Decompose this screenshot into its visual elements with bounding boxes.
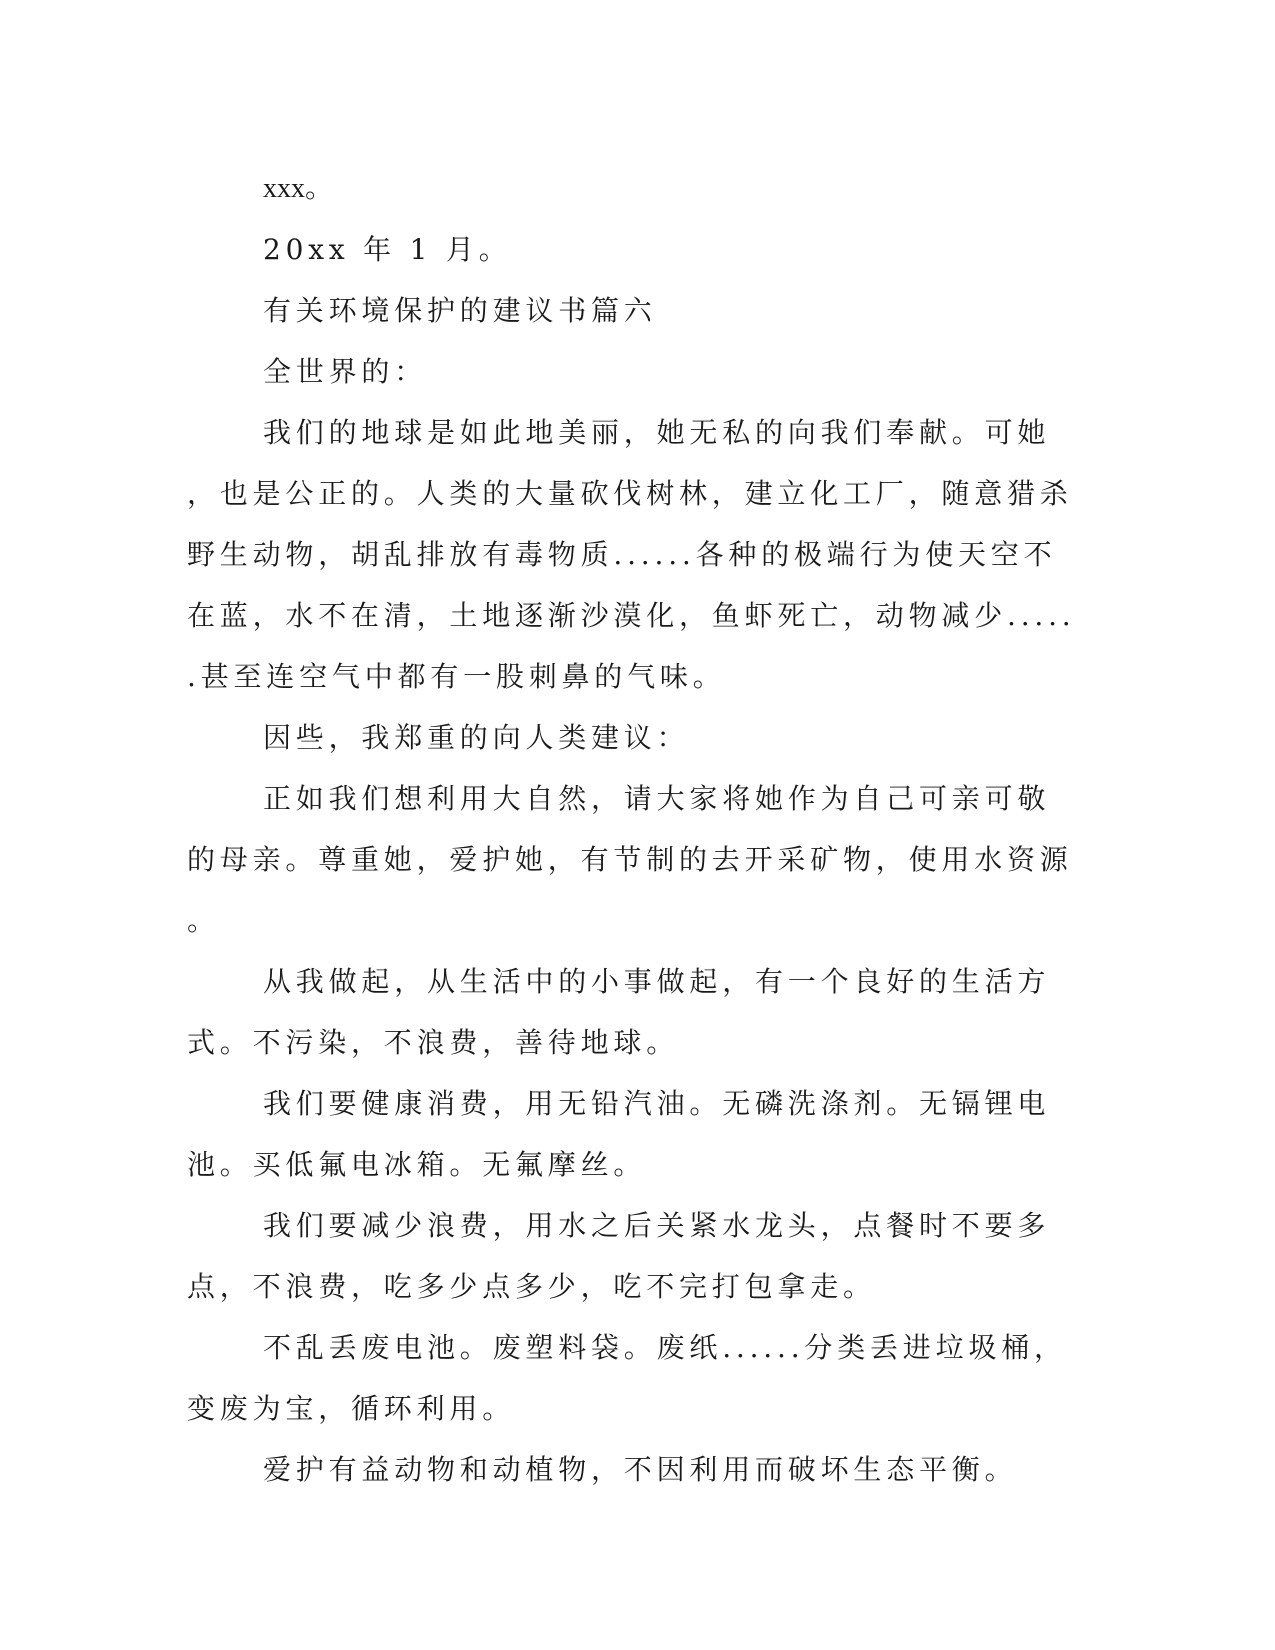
- date-line: 20xx 年 1 月。: [263, 233, 512, 266]
- paragraph-recycling: 不乱丢废电池。废塑料袋。废纸......分类丢进垃圾桶，变废为宝，循环利用。: [187, 1331, 1067, 1425]
- paragraph-reduce-waste: 我们要减少浪费，用水之后关紧水龙头，点餐时不要多点，不浪费，吃多少点多少，吃不完打包拿走。: [187, 1209, 1051, 1303]
- section-title: 有关环境保护的建议书篇六: [263, 294, 657, 327]
- signature-line: xxx。: [263, 173, 334, 204]
- paragraph-ecological-balance: 爱护有益动物和动植物，不因利用而破坏生态平衡。: [263, 1453, 1018, 1486]
- paragraph-respect-nature: 正如我们想利用大自然，请大家将她作为自己可亲可敬的母亲。尊重她，爱护她，有节制的去开采矿物，使用水资源。: [187, 782, 1073, 937]
- salutation: 全世界的：: [263, 355, 428, 388]
- document-body: [187, 158, 1077, 1500]
- paragraph-start-with-me: 从我做起，从生活中的小事做起，有一个良好的生活方式。不污染，不浪费，善待地球。: [187, 965, 1051, 1059]
- paragraph-proposal-intro: 因些，我郑重的向人类建议：: [263, 721, 690, 754]
- paragraph-healthy-consumption: 我们要健康消费，用无铅汽油。无磷洗涤剂。无镉锂电池。买低氟电冰箱。无氟摩丝。: [187, 1087, 1051, 1181]
- paragraph-earth: 我们的地球是如此地美丽，她无私的向我们奉献。可她，也是公正的。人类的大量砍伐树林，建立化工厂，随意猎杀野生动物，胡乱排放有毒物质......各种的极端行为使天空不在蓝，水不在清，土地逐渐沙漠化，鱼虾死亡，动物减少......甚至连空气中都有一股刺鼻的气味。: [187, 416, 1076, 693]
